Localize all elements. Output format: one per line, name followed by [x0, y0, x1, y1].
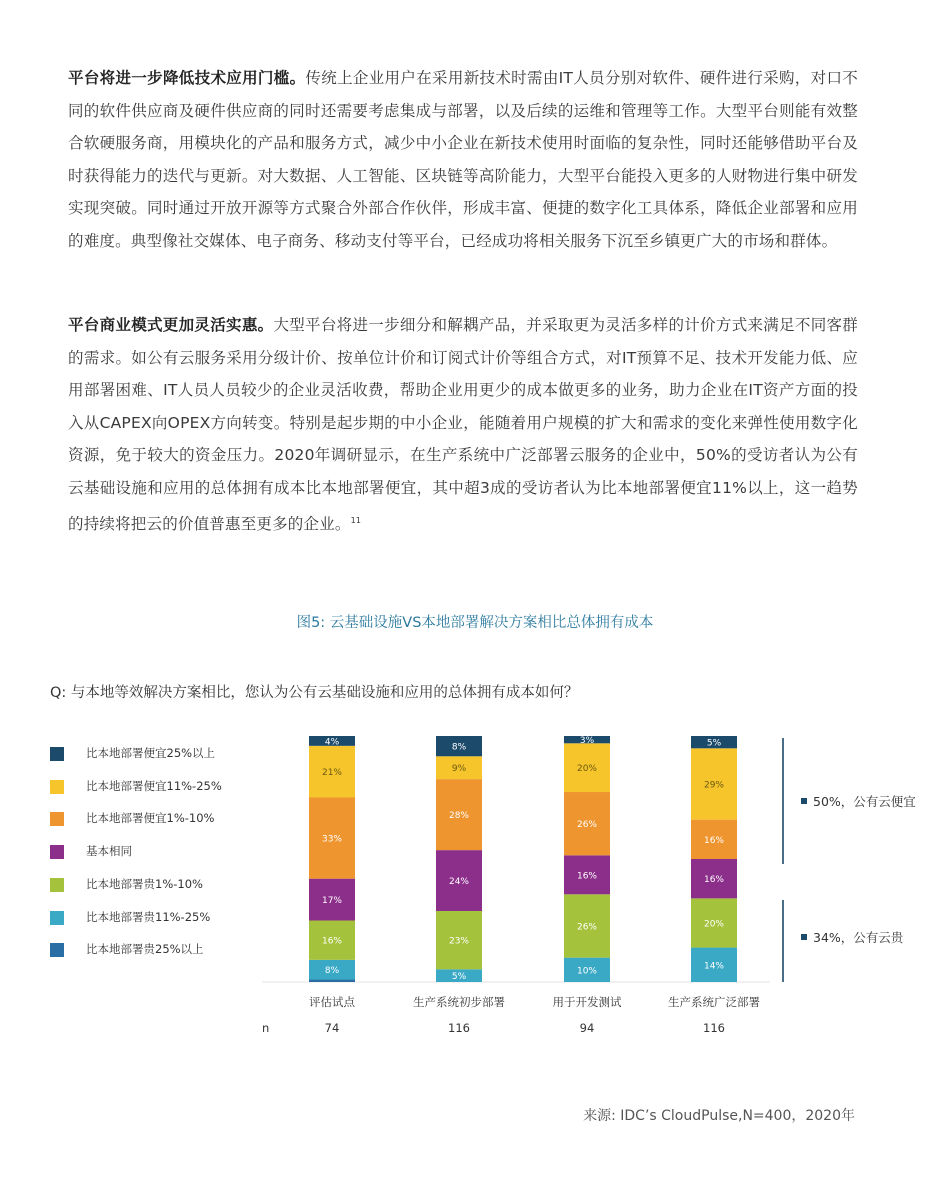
category-label: 生产系统初步部署 [413, 995, 505, 1009]
paragraph-heading: 平台将进一步降低技术应用门槛。 [68, 69, 306, 87]
footnote-marker: 11 [350, 515, 362, 525]
legend-label: 比本地部署便宜25%以上 [86, 746, 216, 760]
data-label: 23% [448, 936, 470, 947]
legend-label: 比本地部署贵11%-25% [86, 909, 211, 924]
data-label: 26% [576, 922, 598, 933]
data-label: 24% [448, 877, 470, 888]
paragraph-body: 传统上企业用户在采用新技术时需由IT人员分别对软件、硬件进行采购，对口不同的软件供应商及硬件供应商的同时还需要考虑集成与部署，以及后续的运维和管理等工作。大型平台则能有效整合软硬服务商，用模块化的产品和服务方式，减少中小企业在新技术使用时面临的复杂性，同时还能够借助平台及时获得能力的迭代与更新。对大数据、人工智能、区块链等高阶能力，大型平台能投入更多的人财物进行集中研发实现突破。同时通过开放开源等方式聚合外部合作伙伴，形成丰富、便捷的数字化工具体系，降低企业部署和应用的难度。典型像社交媒体、电子商务、移动支付等平台，已经成功将相关服务下沉至乡镇更广大的市场和群体。 [68, 69, 858, 250]
data-label: 28% [448, 811, 470, 822]
category-label: 生产系统广泛部署 [668, 995, 760, 1009]
legend-label: 基本相同 [86, 844, 132, 859]
data-label: 17% [321, 896, 343, 907]
data-label: 14% [703, 961, 725, 972]
data-label: 3% [579, 736, 595, 747]
survey-question: Q: 与本地等效解决方案相比，您认为公有云基础设施和应用的总体拥有成本如何？ [50, 685, 579, 701]
legend-label: 比本地部署便宜1%-10% [86, 811, 215, 826]
data-label: 8% [451, 742, 467, 753]
sample-size-value: 94 [579, 1021, 595, 1035]
sample-size-value: 116 [448, 1021, 470, 1035]
legend-label: 比本地部署便宜11%-25% [86, 778, 222, 793]
data-label: 29% [703, 780, 725, 791]
category-label: 评估试点 [309, 995, 355, 1009]
sample-size-value: 74 [324, 1021, 340, 1035]
bracket-label: 50%，公有云便宜 [813, 794, 916, 809]
data-label: 21% [321, 768, 343, 779]
data-label: 5% [451, 972, 467, 983]
data-label: 8% [324, 966, 340, 977]
legend-label: 比本地部署贵25%以上 [86, 942, 204, 957]
source-note: 来源: IDC’s CloudPulse,N=400，2020年 [583, 1108, 855, 1124]
bracket-marker [801, 798, 807, 804]
data-label: 16% [703, 835, 725, 846]
data-label: 33% [321, 834, 343, 845]
bracket-marker [801, 934, 807, 940]
data-label: 16% [703, 875, 725, 886]
data-label: 16% [321, 936, 343, 947]
category-label: 用于开发测试 [552, 995, 622, 1009]
figure-title: 图5: 云基础设施VS本地部署解决方案相比总体拥有成本 [296, 615, 654, 631]
bracket-label: 34%，公有云贵 [813, 930, 904, 945]
data-label: 16% [576, 871, 598, 882]
bar-segment [309, 980, 355, 982]
sample-size-value: 116 [703, 1021, 725, 1035]
data-label: 9% [451, 764, 467, 775]
legend-label: 比本地部署贵1%-10% [86, 876, 203, 891]
sample-size-label: n [262, 1021, 270, 1035]
paragraph-body: 大型平台将进一步细分和解耦产品，并采取更为灵活多样的计价方式来满足不同客群的需求。如公有云服务采用分级计价、按单位计价和订阅式计价等组合方式，对IT预算不足、技术开发能力低、应用部署困难、IT人员人员较少的企业灵活收费，帮助企业用更少的成本做更多的业务，助力企业在IT资产方面的投入从CAPEX向OPEX方向转变。特别是起步期的中小企业，能随着用户规模的扩大和需求的变化来弹性使用数字化资源，免于较大的资金压力。2020年调研显示，在生产系统中广泛部署云服务的企业中，50%的受访者认为公有云基础设施和应用的总体拥有成本比本地部署便宜，其中超3成的受访者认为比本地部署便宜11%以上，这一趋势的持续将把云的价值普惠至更多的企业。 [68, 316, 859, 533]
data-label: 26% [576, 820, 598, 831]
data-label: 5% [706, 738, 722, 749]
data-label: 20% [576, 764, 598, 775]
data-label: 10% [576, 966, 598, 977]
data-label: 4% [324, 737, 340, 748]
paragraph-heading: 平台商业模式更加灵活实惠。 [68, 316, 274, 334]
data-label: 20% [703, 919, 725, 930]
